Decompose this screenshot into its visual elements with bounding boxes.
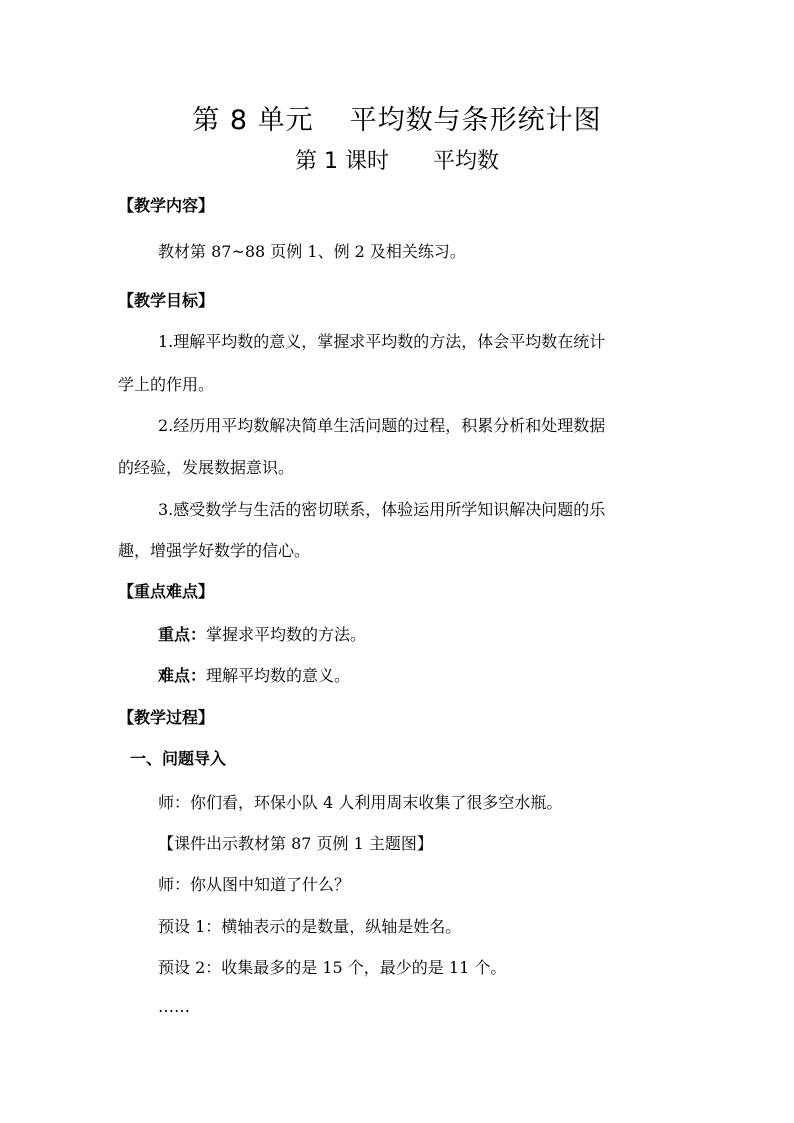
paragraph-3: 师：你从图中知道了什么？ — [158, 875, 351, 894]
difficult-point-label: 难点： — [158, 666, 207, 685]
key-point-label: 重点： — [158, 625, 207, 644]
page-subtitle — [0, 144, 794, 175]
step-1-heading: 一、问题导入 — [130, 749, 227, 768]
goal-1-line-2: 学上的作用。 — [118, 375, 215, 394]
paragraph-4: 预设 1：横轴表示的是数量，纵轴是姓名。 — [158, 917, 462, 936]
key-point-line — [158, 624, 366, 646]
lesson-label: 第 1 课时 — [295, 149, 389, 174]
paragraph-1: 师：你们看，环保小队 4 人利用周末收集了很多空水瓶。 — [158, 793, 563, 812]
unit-label: 第 8 单元 — [192, 105, 314, 136]
content-text: 教材第 87~88 页例 1、例 2 及相关练习。 — [158, 242, 466, 261]
paragraph-5: 预设 2：收集最多的是 15 个，最少的是 11 个。 — [158, 958, 507, 977]
goal-2-line-2: 的经验，发展数据意识。 — [118, 458, 295, 477]
goal-2-line-1: 2.经历用平均数解决简单生活问题的过程，积累分析和处理数据 — [158, 416, 606, 435]
difficult-point-text: 理解平均数的意义。 — [206, 666, 351, 685]
ellipsis: …… — [158, 997, 190, 1016]
paragraph-2: 【课件出示教材第 87 页例 1 主题图】 — [158, 834, 433, 853]
lesson-topic: 平均数 — [432, 149, 499, 174]
goal-1-line-1: 1.理解平均数的意义，掌握求平均数的方法，体会平均数在统计 — [158, 332, 606, 351]
goal-3-line-2: 趣，增强学好数学的信心。 — [118, 541, 311, 560]
section-heading-goals: 【教学目标】 — [118, 291, 215, 310]
page-title — [0, 98, 794, 137]
unit-name: 平均数与条形统计图 — [349, 105, 602, 136]
section-heading-key-points: 【重点难点】 — [118, 582, 215, 601]
section-heading-content: 【教学内容】 — [118, 196, 215, 215]
section-heading-process: 【教学过程】 — [118, 708, 215, 727]
key-point-text: 掌握求平均数的方法。 — [206, 625, 367, 644]
goal-3-line-1: 3.感受数学与生活的密切联系，体验运用所学知识解决问题的乐 — [158, 500, 606, 519]
difficult-point-line — [158, 665, 350, 687]
